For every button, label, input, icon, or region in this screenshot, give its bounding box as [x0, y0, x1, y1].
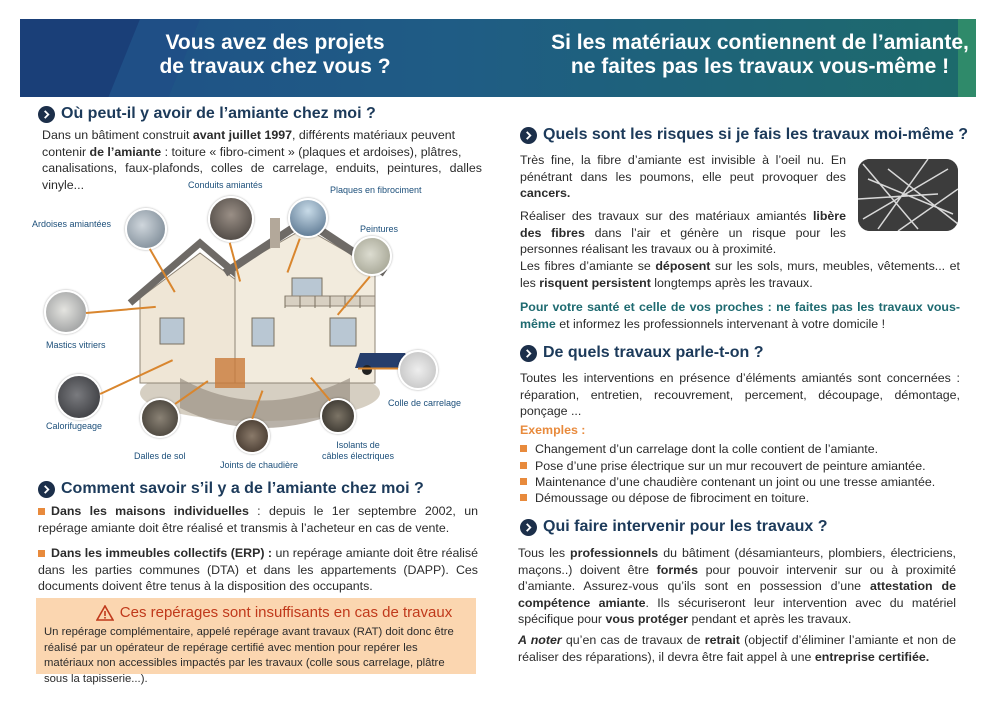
- mastics-photo: [44, 290, 88, 334]
- where-paragraph: Dans un bâtiment construit avant juillet 1997, différents matériaux peuvent contenir de l’amiante : toiture « fibro-ciment » (plaques et ardoises), plâtres, canalisations, faux-plafonds, colles de carrelage, enduits, peintures, dalles vinyle...: [42, 128, 482, 192]
- example-item: Maintenance d’une chaudière contenant un joint ou une tresse amiantée.: [520, 474, 960, 490]
- label-calorifugeage: Calorifugeage: [46, 421, 103, 431]
- asbestos-fibres-photo: [858, 159, 958, 231]
- how-paragraph-1: Dans les maisons individuelles : depuis le 1er septembre 2002, un repérage amiante doit être réalisé et transmis à l’acheteur en cas de vente.: [38, 504, 478, 535]
- warning-box: [36, 598, 476, 685]
- label-conduits: Conduits amiantés: [188, 180, 263, 190]
- chevron-right-icon: [38, 481, 55, 498]
- label-peintures: Peintures: [360, 224, 399, 234]
- header-left-title: [140, 31, 410, 79]
- warning-text: Un repérage complémentaire, appelé repérage avant travaux (RAT) doit donc être réalisé par un opérateur de repérage certifié avec mention pour repérer les matériaux non accessibles impactés par les travaux (colle sous carrelage, plâtre sous la tapisserie...).: [44, 626, 454, 685]
- warning-icon: [96, 605, 114, 621]
- label-colle: Colle de carrelage: [388, 398, 462, 408]
- bullet-square: [520, 462, 527, 469]
- peintures-photo: [352, 236, 392, 276]
- bullet-square: [38, 550, 45, 557]
- which-intro: Toutes les interventions en présence d’éléments amiantés sont concernées : réparation, entretien, recouvrement, percement, découpage, démontage, ponçage ...: [520, 371, 960, 418]
- risks-heading: [520, 126, 968, 144]
- label-mastics: Mastics vitriers: [46, 340, 106, 350]
- bullet-square: [38, 508, 45, 515]
- example-item: Pose d’une prise électrique sur un mur recouvert de peinture amiantée.: [520, 458, 960, 474]
- who-title: Qui faire intervenir pour les travaux ?: [543, 518, 828, 535]
- where-title: Où peut-il y avoir de l’amiante chez moi ?: [61, 105, 376, 122]
- bullet-square: [520, 445, 527, 452]
- risks-paragraph-3: Les fibres d’amiante se déposent sur les sols, murs, meubles, vêtements... et les risquent persistent longtemps après les travaux.: [520, 259, 961, 290]
- plaques-photo: [288, 198, 328, 238]
- calorifugeage-photo: [56, 374, 102, 420]
- header-left-line2: de travaux chez vous ?: [159, 55, 391, 78]
- label-joints: Joints de chaudière: [220, 460, 299, 470]
- leader-line: [358, 368, 398, 370]
- label-dalles: Dalles de sol: [134, 451, 186, 461]
- risks-paragraph-1: Très fine, la fibre d’amiante est invisible à l’oeil nu. En pénétrant dans les poumons, elle peut provoquer des cancers.: [520, 153, 846, 200]
- who-paragraph-1: Tous les professionnels du bâtiment (désamianteurs, plombiers, électriciens, maçons..) doivent être formés pour pouvoir intervenir sur ou à proximité d’amiante. Assurez-vous qu’ils sont en possession d’une attestation de compétence amiante. Ils sécuriseront leur intervention avec du matériel spécifique pour vous protéger pendant et après les travaux.: [518, 546, 957, 626]
- where-heading: [38, 105, 376, 123]
- which-title: De quels travaux parle-t-on ?: [543, 344, 764, 361]
- who-heading: [520, 518, 828, 536]
- colle-photo: [398, 350, 438, 390]
- label-isolants: Isolants de câbles électriques: [322, 440, 395, 461]
- isolants-photo: [320, 398, 356, 434]
- bullet-square: [520, 478, 527, 485]
- header-right-line1: Si les matériaux contiennent de l’amiante,: [551, 31, 969, 54]
- ardoises-photo: [125, 208, 167, 250]
- chevron-right-icon: [38, 106, 55, 123]
- house-illustration: [30, 178, 480, 473]
- risks-paragraph-4: Pour votre santé et celle de vos proches : ne faites pas les travaux vous-même et informez les professionnels intervenant à votre domicile !: [520, 300, 960, 331]
- warning-title-text: Ces repérages sont insuffisants en cas de travaux: [119, 604, 453, 621]
- example-item: Démoussage ou dépose de fibrociment en toiture.: [520, 490, 960, 506]
- how-heading: [38, 480, 424, 498]
- who-paragraph-2: A noter qu’en cas de travaux de retrait (objectif d’éliminer l’amiante et non de réaliser des réparations), il devra être fait appel à une entreprise certifiée.: [518, 633, 956, 664]
- joints-photo: [234, 418, 270, 454]
- header-right-line2: ne faites pas les travaux vous-même !: [570, 55, 950, 78]
- risks-paragraph-2: Réaliser des travaux sur des matériaux amiantés libère des fibres dans l’air et génère un risque pour les personnes réalisant les travaux ou à proximité.: [520, 209, 846, 256]
- header-right-title: [530, 31, 976, 79]
- risks-title: Quels sont les risques si je fais les travaux moi-même ?: [543, 126, 969, 143]
- dalles-photo: [140, 398, 180, 438]
- bullet-square: [520, 494, 527, 501]
- header-banner: [20, 19, 976, 97]
- how-paragraph-2: Dans les immeubles collectifs (ERP) : un repérage amiante doit être réalisé dans les parties communes (DTA) et dans les appartements (DAPP). Ces documents doivent être tenus à la disposition des occupants.: [38, 546, 478, 593]
- conduits-photo: [208, 196, 254, 242]
- how-title: Comment savoir s’il y a de l’amiante chez moi ?: [61, 480, 424, 497]
- header-left-line1: Vous avez des projets: [165, 31, 385, 54]
- chevron-right-icon: [520, 519, 537, 536]
- label-plaques: Plaques en fibrociment: [330, 185, 422, 195]
- warning-title: [74, 604, 474, 621]
- examples-label: Exemples :: [520, 423, 586, 437]
- which-heading: [520, 344, 764, 362]
- example-item: Changement d’un carrelage dont la colle contient de l’amiante.: [520, 441, 960, 457]
- label-ardoises: Ardoises amiantées: [32, 219, 112, 229]
- chevron-right-icon: [520, 345, 537, 362]
- chevron-right-icon: [520, 127, 537, 144]
